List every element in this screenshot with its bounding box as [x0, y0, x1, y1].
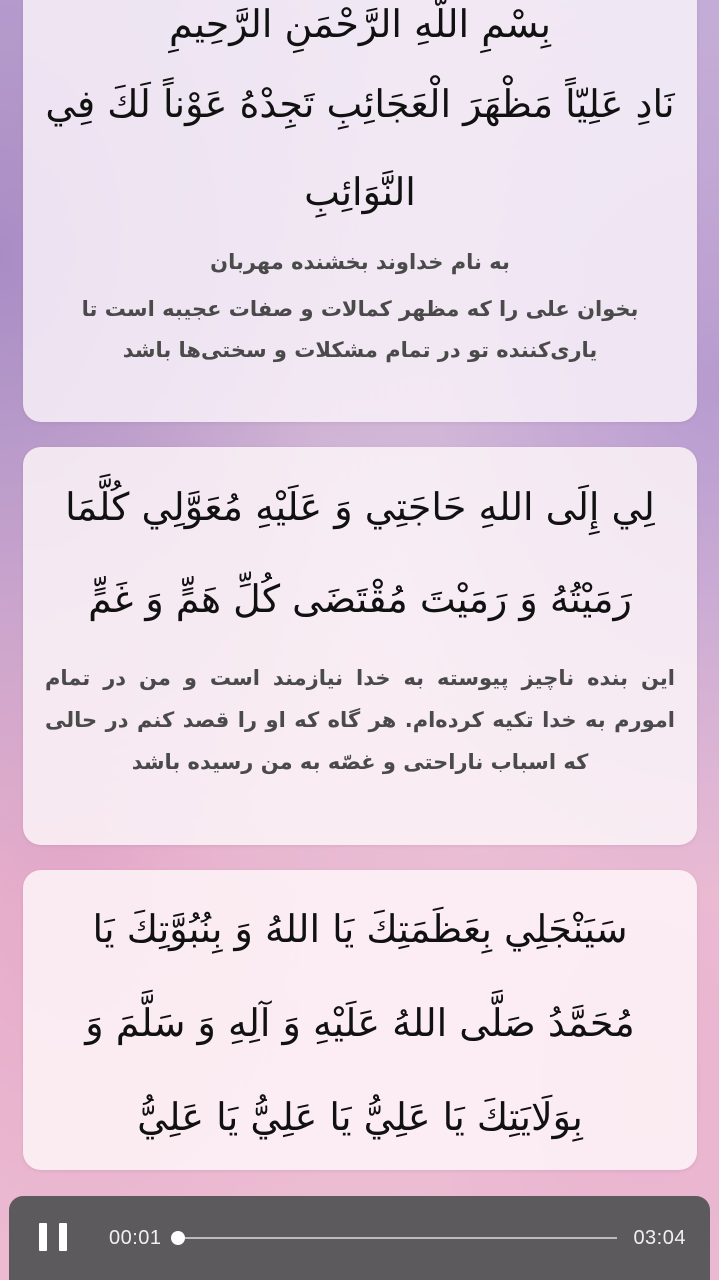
persian-translation-1: بخوان علی را که مظهر کمالات و صفات عجیبه است تا یاری‌کننده تو در تمام مشکلات و سختی‌ها باشد	[81, 297, 639, 362]
arabic-verse-3: سَيَنْجَلِي بِعَظَمَتِكَ يَا اللهُ وَ بِنُبُوَّتِكَ يَا مُحَمَّدُ صَلَّى اللهُ عَلَيْهِ وَ آلِهِ وَ سَلَّمَ وَ بِوَلَايَتِكَ يَا عَلِيُّ يَا عَلِيُّ يَا عَلِيُّ	[85, 907, 635, 1139]
prayer-card-2	[23, 447, 697, 845]
prayer-card-3	[23, 870, 697, 1170]
current-time: 00:01	[109, 1226, 162, 1249]
persian-heading: به نام خداوند بخشنده مهربان	[210, 250, 510, 274]
seek-bar[interactable]	[176, 1228, 618, 1248]
basmala-text: بِسْمِ اللَّهِ الرَّحْمَنِ الرَّحِيمِ	[169, 2, 551, 46]
prayer-card-1	[23, 0, 697, 422]
seek-track	[176, 1237, 618, 1239]
persian-translation-2: این بنده ناچیز پیوسته به خدا نیازمند است و من در تمام امورم به خدا تکیه کرده‌ام. هر گاه که او را قصد کنم در حالی که اسباب ناراحتی و غصّه به من رسیده باشد	[45, 666, 675, 774]
audio-player	[9, 1196, 710, 1280]
pause-icon	[39, 1223, 47, 1251]
seek-thumb[interactable]	[171, 1231, 185, 1245]
pause-button[interactable]	[39, 1223, 67, 1253]
pause-icon-bar	[59, 1223, 67, 1251]
arabic-verse-2: لِي إِلَى اللهِ حَاجَتِي وَ عَلَيْهِ مُعَوَّلِي كُلَّمَا رَمَيْتُهُ وَ رَمَيْتَ مُقْتَضَى كُلِّ هَمٍّ وَ غَمٍّ	[65, 485, 655, 621]
arabic-verse-1: نَادِ عَلِيّاً مَظْهَرَ الْعَجَائِبِ تَجِدْهُ عَوْناً لَكَ فِي النَّوَائِبِ	[45, 82, 675, 214]
duration-time: 03:04	[633, 1226, 686, 1249]
